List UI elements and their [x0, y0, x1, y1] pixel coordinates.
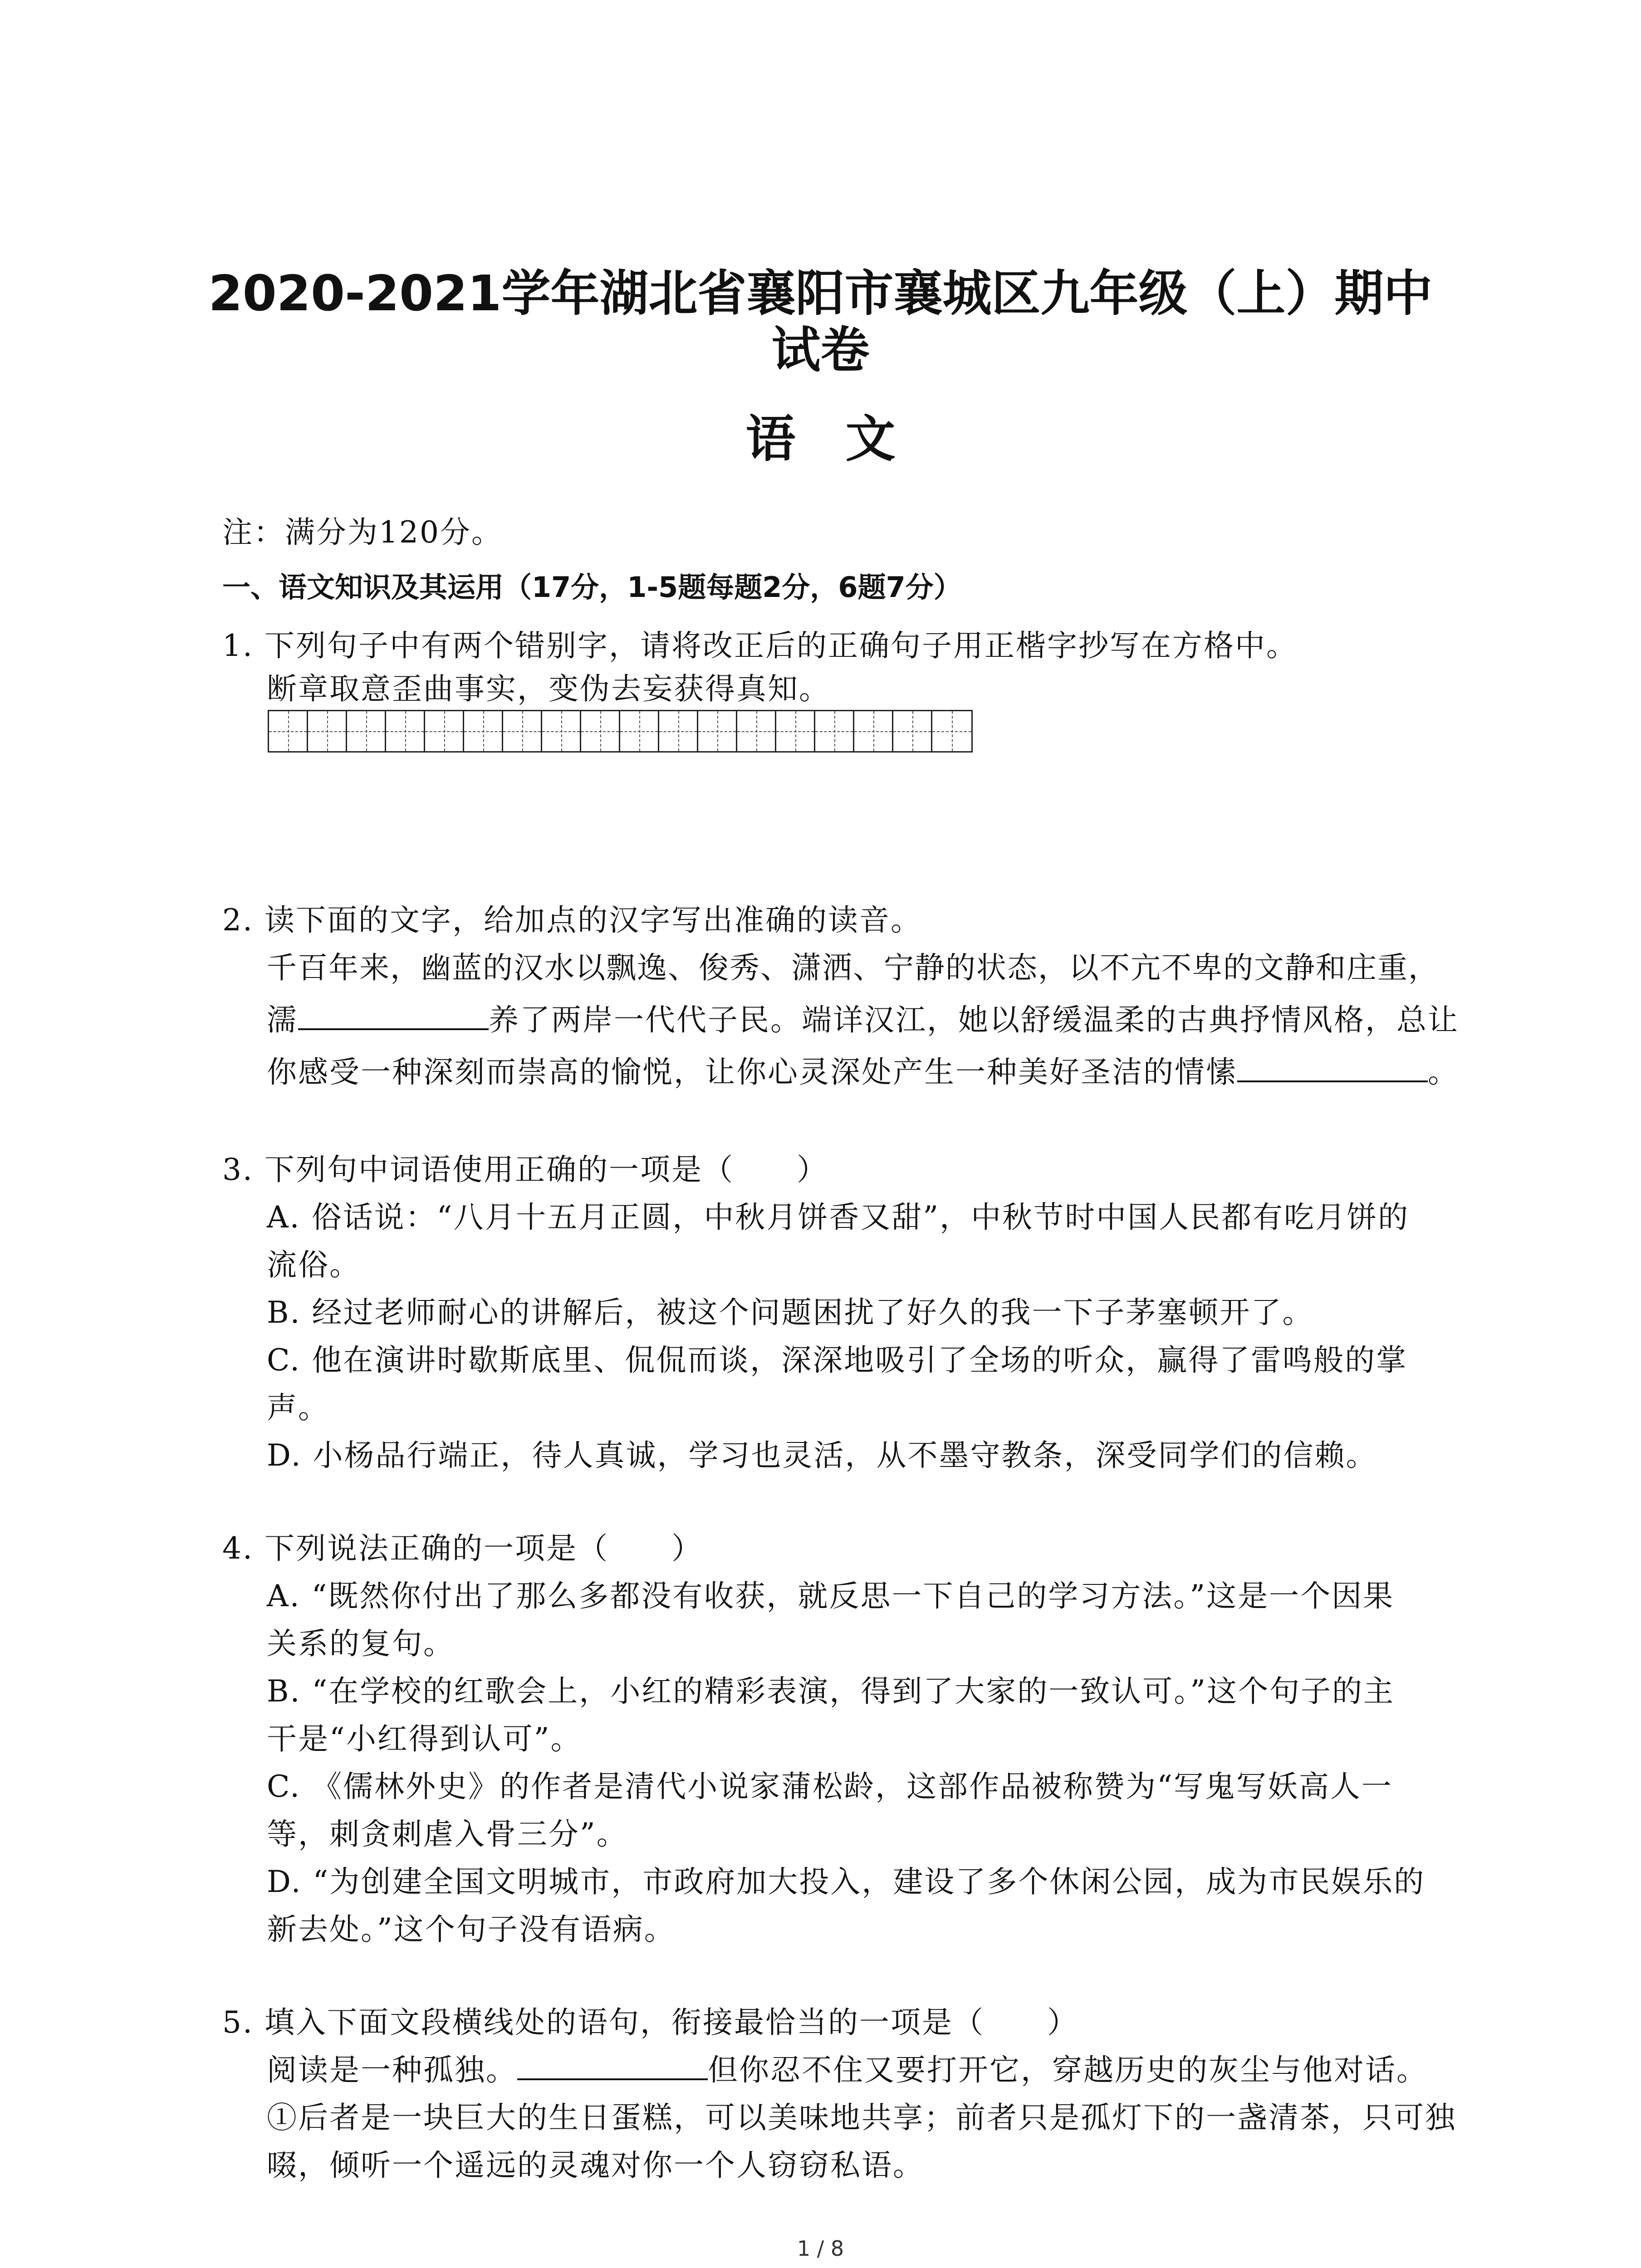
grid-cell[interactable]	[659, 711, 698, 751]
q2-period: 。	[1428, 1055, 1459, 1090]
q5-option-1: ①后者是一块巨大的生日蛋糕，可以美味地共享；前者只是孤灯下的一盏清茶，只可独	[267, 2100, 1456, 2135]
q5-passage-line1	[267, 2046, 1428, 2089]
grid-cell[interactable]	[308, 711, 347, 751]
grid-cell[interactable]	[386, 711, 425, 751]
q4-option-b: B. “在学校的红歌会上，小红的精彩表演，得到了大家的一致认可。”这个句子的主	[267, 1674, 1395, 1709]
q4-stem: 4. 下列说法正确的一项是（ ）	[222, 1531, 703, 1566]
q4-option-d-cont: 新去处。”这个句子没有语病。	[267, 1912, 676, 1947]
grid-cell[interactable]	[347, 711, 386, 751]
q3-option-c: C. 他在演讲时歇斯底里、侃侃而谈，深深地吸引了全场的听众，赢得了雷鸣般的掌	[267, 1343, 1408, 1378]
answer-grid[interactable]	[268, 710, 973, 753]
grid-cell[interactable]	[503, 711, 542, 751]
grid-cell[interactable]	[269, 711, 308, 751]
q4-option-d: D. “为创建全国文明城市，市政府加大投入，建设了多个休闲公园，成为市民娱乐的	[267, 1864, 1425, 1899]
q2-dotted-char: 濡	[267, 1002, 298, 1037]
q2-passage-line3-text: 你感受一种深刻而崇高的愉悦，让你心灵深处产生一种美好圣洁的情愫	[267, 1055, 1237, 1090]
q2-stem: 2. 读下面的文字，给加点的汉字写出准确的读音。	[222, 903, 922, 938]
q3-stem: 3. 下列句中词语使用正确的一项是（ ）	[222, 1152, 828, 1187]
q3-option-a-cont: 流俗。	[267, 1247, 361, 1282]
q4-option-a-cont: 关系的复句。	[267, 1626, 455, 1661]
q3-option-b: B. 经过老师耐心的讲解后，被这个问题困扰了好久的我一下子茅塞顿开了。	[267, 1295, 1314, 1330]
grid-cell[interactable]	[776, 711, 815, 751]
q4-option-c-cont: 等，刺贪刺虐入骨三分”。	[267, 1817, 628, 1852]
q4-option-a: A. “既然你付出了那么多都没有收获，就反思一下自己的学习方法。”这是一个因果	[267, 1579, 1395, 1613]
grid-cell[interactable]	[620, 711, 659, 751]
grid-cell[interactable]	[464, 711, 503, 751]
q2-passage-line3	[267, 1048, 1459, 1091]
grid-cell[interactable]	[581, 711, 620, 751]
q3-option-c-cont: 声。	[267, 1390, 329, 1425]
page-number: 1 / 8	[797, 2236, 844, 2261]
q2-answer-blank-2[interactable]	[1237, 1053, 1428, 1082]
document-title-line1: 2020-2021学年湖北省襄阳市襄城区九年级（上）期中	[208, 265, 1433, 322]
q5-answer-blank[interactable]	[517, 2051, 708, 2080]
grid-cell[interactable]	[542, 711, 581, 751]
q3-option-d: D. 小杨品行端正，待人真诚，学习也灵活，从不墨守教条，深受同学们的信赖。	[267, 1438, 1377, 1473]
grid-cell[interactable]	[737, 711, 776, 751]
grid-cell[interactable]	[932, 711, 971, 751]
q5-passage-rest: 但你忍不住又要打开它，穿越历史的灰尘与他对话。	[708, 2053, 1428, 2087]
q5-stem: 5. 填入下面文段横线处的语句，衔接最恰当的一项是（ ）	[222, 2005, 1078, 2040]
q4-option-c: C. 《儒林外史》的作者是清代小说家蒲松龄，这部作品被称赞为“写鬼写妖高人一	[267, 1769, 1393, 1804]
score-note: 注：满分为120分。	[222, 515, 503, 550]
q5-option-1-cont: 啜，倾听一个遥远的灵魂对你一个人窃窃私语。	[267, 2148, 924, 2183]
q5-passage-start: 阅读是一种孤独。	[267, 2053, 517, 2087]
grid-cell[interactable]	[425, 711, 464, 751]
document-title-line2: 试卷	[771, 322, 870, 379]
q4-option-b-cont: 干是“小红得到认可”。	[267, 1721, 582, 1756]
q1-stem: 1. 下列句子中有两个错别字，请将改正后的正确句子用正楷字抄写在方格中。	[222, 628, 1298, 663]
grid-cell[interactable]	[854, 711, 893, 751]
q2-passage-line1: 千百年来，幽蓝的汉水以飘逸、俊秀、潇洒、宁静的状态，以不亢不卑的文静和庄重，	[267, 950, 1439, 985]
section-heading: 一、语文知识及其运用（17分，1-5题每题2分，6题7分）	[222, 571, 962, 604]
q2-answer-blank-1[interactable]	[298, 1001, 489, 1030]
q2-passage-line2	[267, 996, 1459, 1039]
grid-cell[interactable]	[893, 711, 932, 751]
q1-sentence: 断章取意歪曲事实，变伪去妄获得真知。	[267, 671, 830, 706]
grid-cell[interactable]	[698, 711, 737, 751]
q3-option-a: A. 俗话说：“八月十五月正圆，中秋月饼香又甜”，中秋节时中国人民都有吃月饼的	[267, 1200, 1410, 1235]
subject-title: 语 文	[745, 410, 896, 468]
q2-passage-line2-rest: 养了两岸一代代子民。端详汉江，她以舒缓温柔的古典抒情风格，总让	[489, 1002, 1459, 1037]
grid-cell[interactable]	[815, 711, 854, 751]
